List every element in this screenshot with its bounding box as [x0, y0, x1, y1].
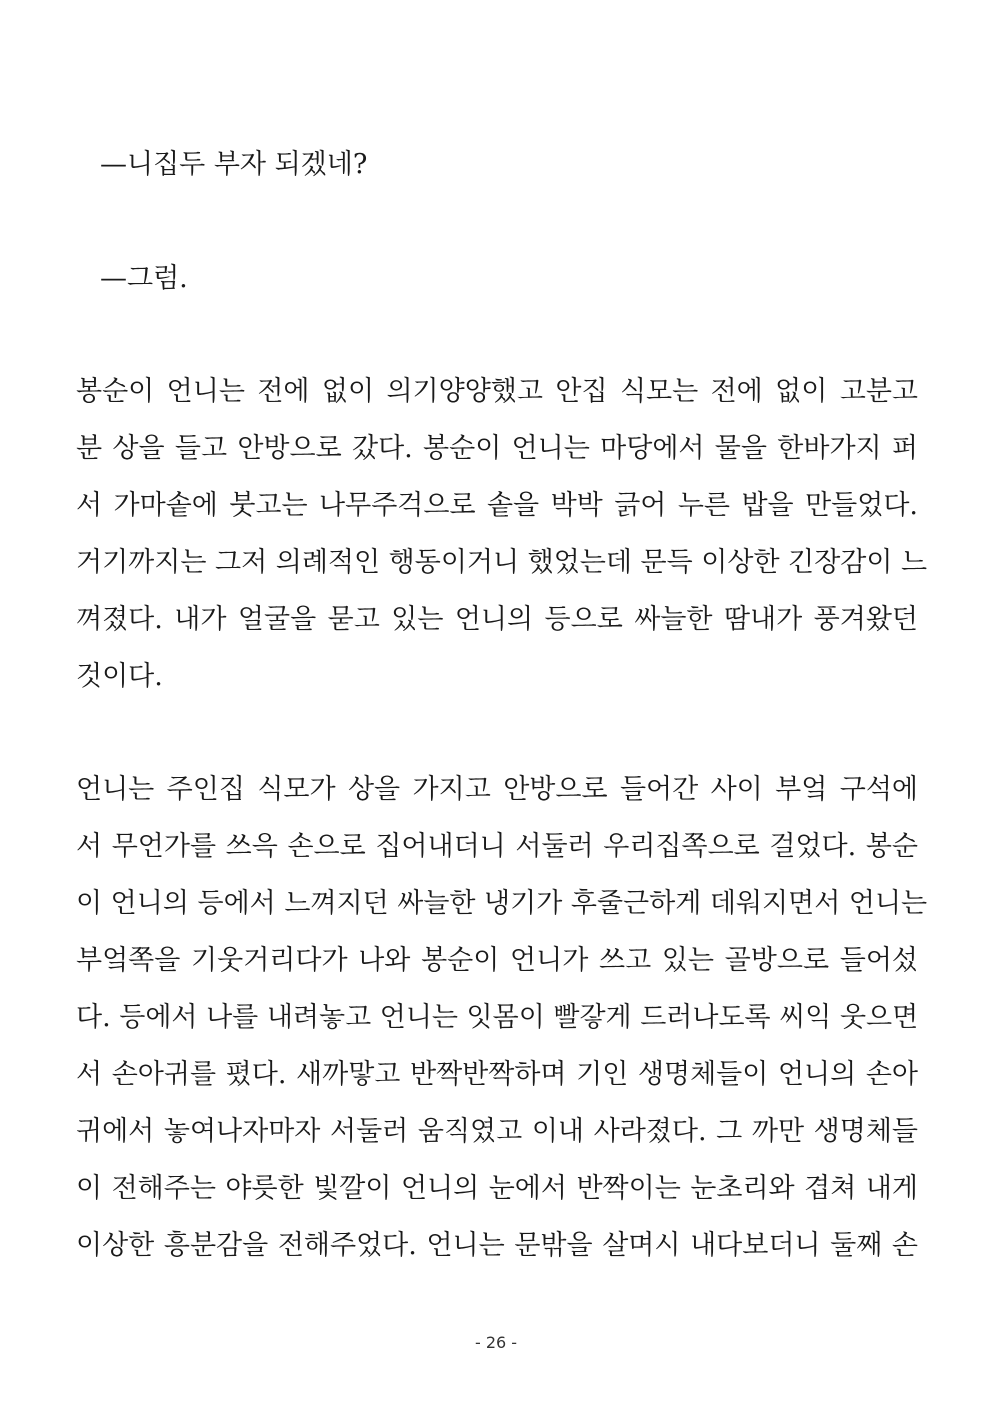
paragraph-line: 다. 등에서 나를 내려놓고 언니는 잇몸이 빨갛게 드러나도록 씨익 웃으면 — [76, 1002, 919, 1033]
paragraph-line: 봉순이 언니는 전에 없이 의기양양했고 안집 식모는 전에 없이 고분고 — [76, 376, 918, 407]
dialogue-line: —그럼. — [100, 263, 188, 294]
paragraph-line: 서 무언가를 쓰윽 손으로 집어내더니 서둘러 우리집쪽으로 걸었다. 봉순 — [76, 831, 918, 862]
paragraph-line: 언니는 주인집 식모가 상을 가지고 안방으로 들어간 사이 부엌 구석에 — [76, 774, 918, 805]
paragraph-line: 이상한 흥분감을 전해주었다. 언니는 문밖을 살며시 내다보더니 둘째 손 — [76, 1230, 918, 1261]
paragraph-line: 껴졌다. 내가 얼굴을 묻고 있는 언니의 등으로 싸늘한 땀내가 풍겨왔던 — [76, 604, 918, 635]
paragraph-line: 이 언니의 등에서 느껴지던 싸늘한 냉기가 후줄근하게 데워지면서 언니는 — [76, 888, 928, 919]
page-number: - 26 - — [474, 1333, 518, 1352]
paragraph-line: 분 상을 들고 안방으로 갔다. 봉순이 언니는 마당에서 물을 한바가지 퍼 — [76, 433, 918, 464]
dialogue-line: —니집두 부자 되겠네? — [100, 149, 368, 180]
paragraph-line: 것이다. — [76, 661, 163, 692]
paragraph-line: 서 가마솥에 붓고는 나무주걱으로 솥을 박박 긁어 누른 밥을 만들었다. — [76, 490, 918, 521]
paragraph-line: 부엌쪽을 기웃거리다가 나와 봉순이 언니가 쓰고 있는 골방으로 들어섰 — [76, 945, 918, 976]
paragraph-line: 서 손아귀를 폈다. 새까맣고 반짝반짝하며 기인 생명체들이 언니의 손아 — [76, 1059, 918, 1090]
paragraph-line: 거기까지는 그저 의례적인 행동이거니 했었는데 문득 이상한 긴장감이 느 — [76, 547, 928, 578]
paragraph-line: 귀에서 놓여나자마자 서둘러 움직였고 이내 사라졌다. 그 까만 생명체들 — [76, 1116, 918, 1147]
paragraph-line: 이 전해주는 야릇한 빛깔이 언니의 눈에서 반짝이는 눈초리와 겹쳐 내게 — [76, 1173, 918, 1204]
